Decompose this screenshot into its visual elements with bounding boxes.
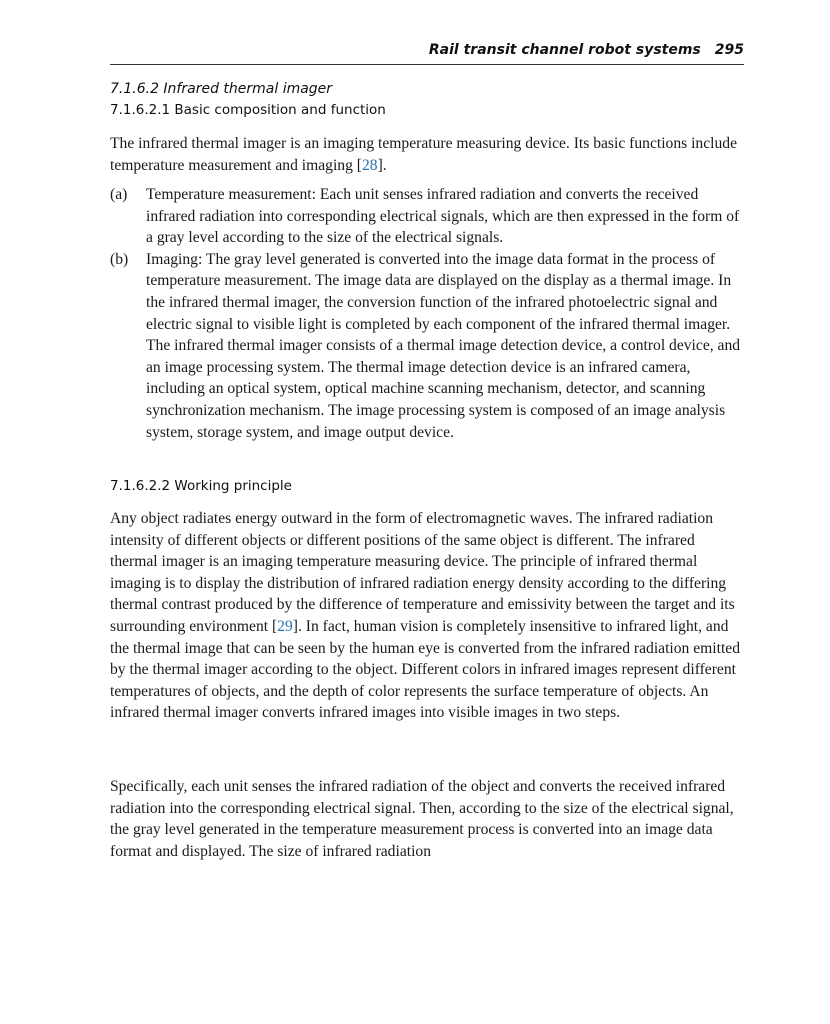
paragraph-text-end: ]. In fact, human vision is completely insensitive to infrared light, and the thermal image that can be seen by the human eye is converted from the infrared radiation emitted by the thermal imager according to the object. Different colors in infrared images represent different temperatures of objects, and the depth of color represents the surface temperature of objects. An infrared thermal imager converts infrared images into visible images in two steps. bbox=[110, 617, 741, 722]
paragraph-text-start: Any object radiates energy outward in the form of electromagnetic waves. The infrared radiation intensity of different objects or different positions of the same object is different. The infrared thermal imager is an imaging temperature measuring device. The principle of infrared thermal imaging is to display the distribution of infrared radiation energy density according to the differing thermal contrast produced by the difference of temperature and emissivity between the target and its surrounding environment [ bbox=[110, 510, 735, 635]
section-heading: 7.1.6.2 Infrared thermal imager bbox=[110, 81, 333, 97]
running-header bbox=[110, 40, 744, 60]
list-item-text: Temperature measurement: Each unit senses infrared radiation and converts the received infrared radiation into corresponding electrical signals, which are then expressed in the form of a gray level according to the size of the electrical signals. bbox=[146, 186, 740, 247]
running-title: Rail transit channel robot systems bbox=[428, 42, 701, 58]
intro-text-start: The infrared thermal imager is an imaging temperature measuring device. Its basic functions include temperature measurement and imaging [ bbox=[110, 135, 737, 174]
list-marker: (a) bbox=[110, 186, 128, 203]
specifically-paragraph: Specifically, each unit senses the infrared radiation of the object and converts the received infrared radiation into the corresponding electrical signal. Then, according to the size of the electrical signal, the gray level generated in the temperature measurement process is converted into an image data format and displayed. The size of infrared radiation bbox=[110, 778, 734, 860]
list-item-text: Imaging: The gray level generated is converted into the image data format in the process of temperature measurement. The image data are displayed on the display as a thermal image. In the infrared thermal imager, the conversion function of the infrared photoelectric signal and electric signal to visible light is completed by each component of the infrared thermal imager. The infrared thermal imager consists of a thermal image detection device, a control device, and an image processing system. The thermal image detection device is an infrared camera, including an optical system, optical machine scanning mechanism, detector, and scanning synchronization mechanism. The image processing system is composed of an image analysis system, storage system, and image output device. bbox=[146, 250, 741, 441]
subsection-heading-basic-composition: 7.1.6.2.1 Basic composition and function bbox=[110, 102, 386, 118]
citation-link-28[interactable]: 28 bbox=[362, 156, 378, 174]
page-number: 295 bbox=[714, 42, 744, 58]
citation-link-29[interactable]: 29 bbox=[277, 617, 293, 635]
list-item-imaging bbox=[110, 249, 744, 443]
list-item-temperature-measurement bbox=[110, 184, 744, 249]
intro-paragraph bbox=[110, 133, 744, 176]
working-principle-paragraph bbox=[110, 508, 744, 724]
list-marker: (b) bbox=[110, 250, 129, 268]
header-rule bbox=[110, 64, 744, 65]
intro-text-end: ]. bbox=[377, 156, 387, 174]
subsection-heading-working-principle: 7.1.6.2.2 Working principle bbox=[110, 478, 292, 494]
function-list bbox=[110, 184, 744, 443]
